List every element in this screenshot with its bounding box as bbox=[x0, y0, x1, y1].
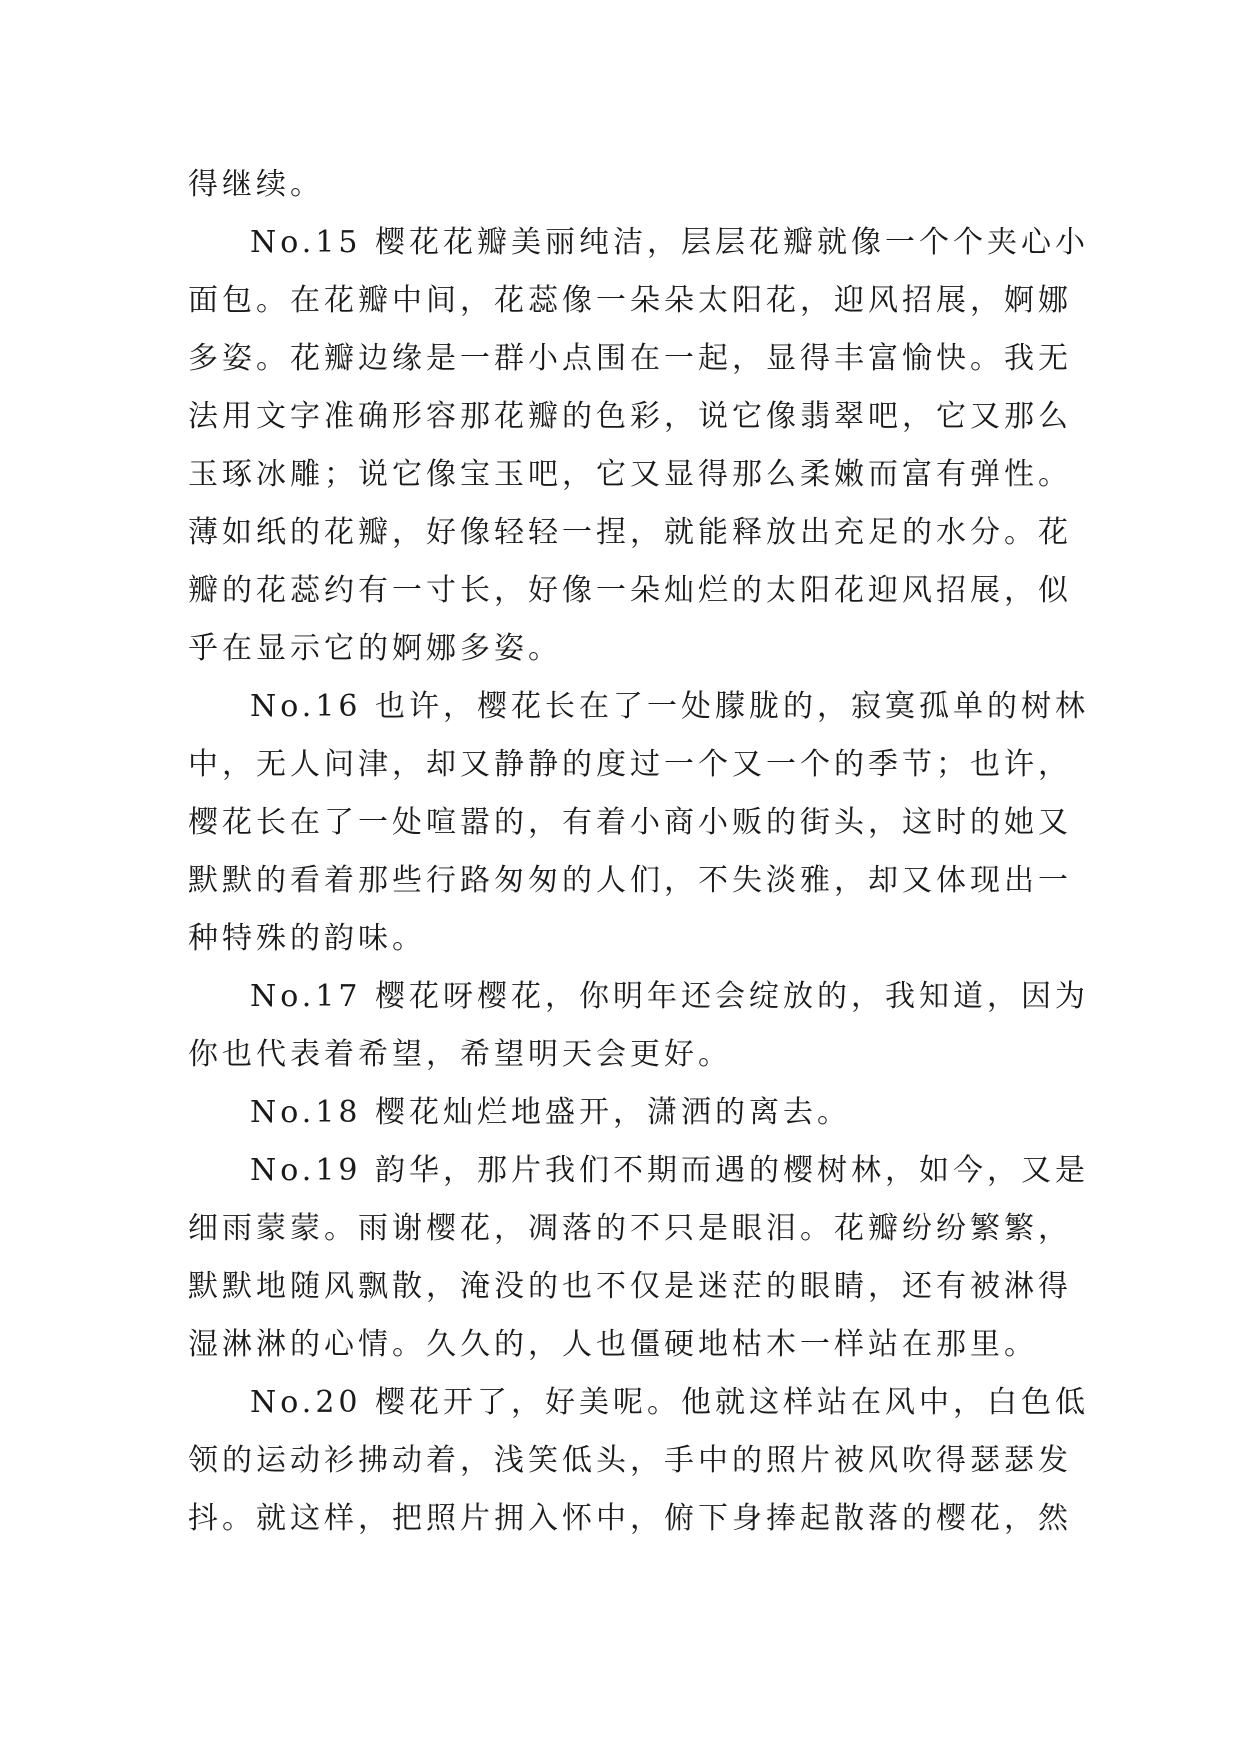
text-line: 默默地随风飘散，淹没的也不仅是迷茫的眼睛，还有被淋得 bbox=[188, 1269, 1072, 1304]
text-line: 玉琢冰雕；说它像宝玉吧，它又显得那么柔嫩而富有弹性。 bbox=[188, 457, 1072, 492]
text-line: 你也代表着希望，希望明天会更好。 bbox=[188, 1037, 732, 1072]
text-line: 抖。就这样，把照片拥入怀中，俯下身捧起散落的樱花，然 bbox=[188, 1501, 1072, 1536]
text-line: 种特殊的韵味。 bbox=[188, 921, 426, 956]
text-line: 乎在显示它的婀娜多姿。 bbox=[188, 631, 562, 666]
text-line: 湿淋淋的心情。久久的，人也僵硬地枯木一样站在那里。 bbox=[188, 1327, 1038, 1362]
text-line: 中，无人问津，却又静静的度过一个又一个的季节；也许， bbox=[188, 747, 1072, 782]
text-line: 瓣的花蕊约有一寸长，好像一朵灿烂的太阳花迎风招展，似 bbox=[188, 573, 1072, 608]
text-line: 得继续。 bbox=[188, 167, 324, 202]
body-text bbox=[188, 156, 1090, 1548]
text-line: 领的运动衫拂动着，浅笑低头，手中的照片被风吹得瑟瑟发 bbox=[188, 1443, 1072, 1478]
text-line: No.19 韵华，那片我们不期而遇的樱树林，如今，又是 bbox=[250, 1153, 1090, 1188]
text-line: 默默的看着那些行路匆匆的人们，不失淡雅，却又体现出一 bbox=[188, 863, 1072, 898]
text-line: No.18 樱花灿烂地盛开，潇洒的离去。 bbox=[250, 1095, 852, 1130]
text-line: 法用文字准确形容那花瓣的色彩，说它像翡翠吧，它又那么 bbox=[188, 399, 1072, 434]
text-line: No.20 樱花开了，好美呢。他就这样站在风中，白色低 bbox=[250, 1385, 1090, 1420]
text-line: 面包。在花瓣中间，花蕊像一朵朵太阳花，迎风招展，婀娜 bbox=[188, 283, 1072, 318]
text-line: No.15 樱花花瓣美丽纯洁，层层花瓣就像一个个夹心小 bbox=[250, 225, 1090, 260]
text-line: 薄如纸的花瓣，好像轻轻一捏，就能释放出充足的水分。花 bbox=[188, 515, 1072, 550]
text-line: 多姿。花瓣边缘是一群小点围在一起，显得丰富愉快。我无 bbox=[188, 341, 1072, 376]
text-line: 细雨蒙蒙。雨谢樱花，凋落的不只是眼泪。花瓣纷纷繁繁， bbox=[188, 1211, 1072, 1246]
text-line: No.17 樱花呀樱花，你明年还会绽放的，我知道，因为 bbox=[250, 979, 1090, 1014]
text-line: 樱花长在了一处喧嚣的，有着小商小贩的街头，这时的她又 bbox=[188, 805, 1072, 840]
text-line: No.16 也许，樱花长在了一处朦胧的，寂寞孤单的树林 bbox=[250, 689, 1090, 724]
